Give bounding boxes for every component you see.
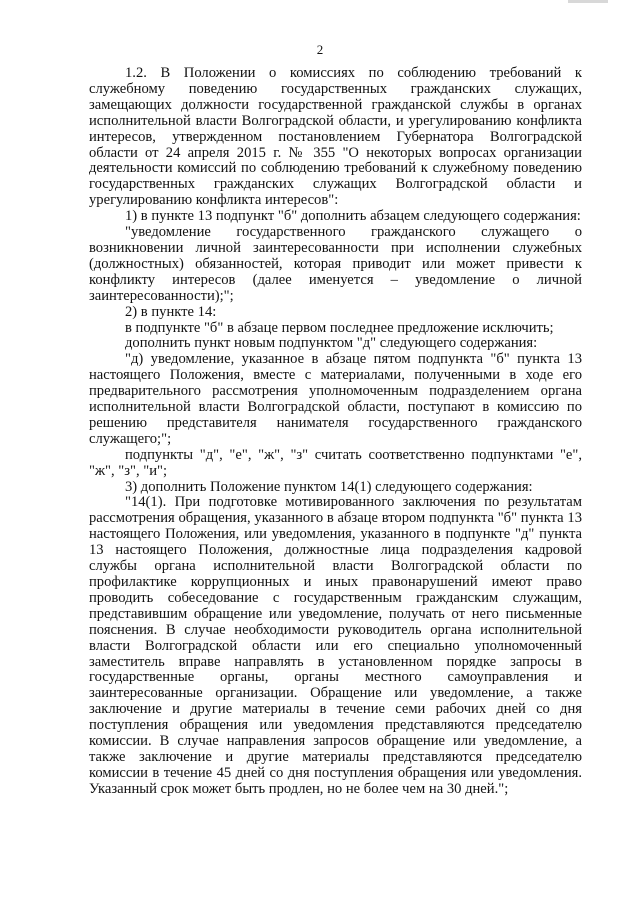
paragraph-1-2-intro: 1.2. В Положении о комиссиях по соблюдению требований к служебному поведению государственных гражданских служащих, замещающих должности государственной гражданской службы в органах исполнительной власти Волгоградской области, и урегулированию конфликта интересов, утвержденном постановлением Губернатора Волгоградской области от 24 апреля 2015 г. № 355 "О некоторых вопросах организации деятельности комиссий по соблюдению требований к служебному поведению государственных гражданских служащих Волгоградской области и урегулированию конфликта интересов": [89, 65, 582, 209]
scan-corner-mark [568, 0, 608, 3]
document-body [89, 66, 582, 798]
paragraph-renumber: подпункты "д", "е", "ж", "з" считать соответственно подпунктами "е", "ж", "з", "и"; [89, 446, 582, 479]
paragraph-quote-notification: "уведомление государственного гражданского служащего о возникновении личной заинтересованности при исполнении служебных (должностных) обязанностей, которая приводит или может привести к конфликту интересов (далее именуется – уведомление о личной заинтересованности);"; [89, 224, 582, 304]
paragraph-item-2: 2) в пункте 14: [125, 303, 217, 320]
paragraph-subitem-b: в подпункте "б" в абзаце первом последнее предложение исключить; [125, 319, 554, 336]
paragraph-item-3: 3) дополнить Положение пунктом 14(1) следующего содержания: [125, 478, 533, 495]
paragraph-add-subitem-d: дополнить пункт новым подпунктом "д" следующего содержания: [125, 335, 538, 352]
paragraph-item-1: 1) в пункте 13 подпункт "б" дополнить абзацем следующего содержания: [125, 208, 581, 225]
paragraph-quote-14-1: "14(1). При подготовке мотивированного заключения по результатам рассмотрения обращения, указанного в абзаце втором подпункта "б" пункта 13 настоящего Положения, или уведомления, указанного в подпункте "д" пункта 13 настоящего Положения, должностные лица подразделения кадровой службы органа исполнительной власти Волгоградской области по профилактике коррупционных и иных правонарушений имеют право проводить собеседование с государственным гражданским служащим, представившим обращение или уведомление, получать от него письменные пояснения. В случае необходимости руководитель органа исполнительной власти Волгоградской области или его специально уполномоченный заместитель вправе направлять в установленном порядке запросы в государственные органы, органы местного самоуправления и заинтересованные организации. Обращение или уведомление, а также заключение и другие материалы в течение семи рабочих дней со дня поступления обращения или уведомления представляются председателю комиссии. В случае направления запросов обращение или уведомление, а также заключение и другие материалы представляются председателю комиссии в течение 45 дней со дня поступления обращения или уведомления. Указанный срок может быть продлен, но не более чем на 30 дней."; [89, 494, 582, 797]
paragraph-quote-subitem-d: "д) уведомление, указанное в абзаце пятом подпункта "б" пункта 13 настоящего Положения, вместе с материалами, полученными в ходе его предварительного рассмотрения уполномоченным подразделением органа исполнительной власти Волгоградской области, поступают в комиссию по решению представителя нанимателя государственного гражданского служащего;"; [89, 351, 582, 447]
page-number: 2 [316, 42, 324, 57]
